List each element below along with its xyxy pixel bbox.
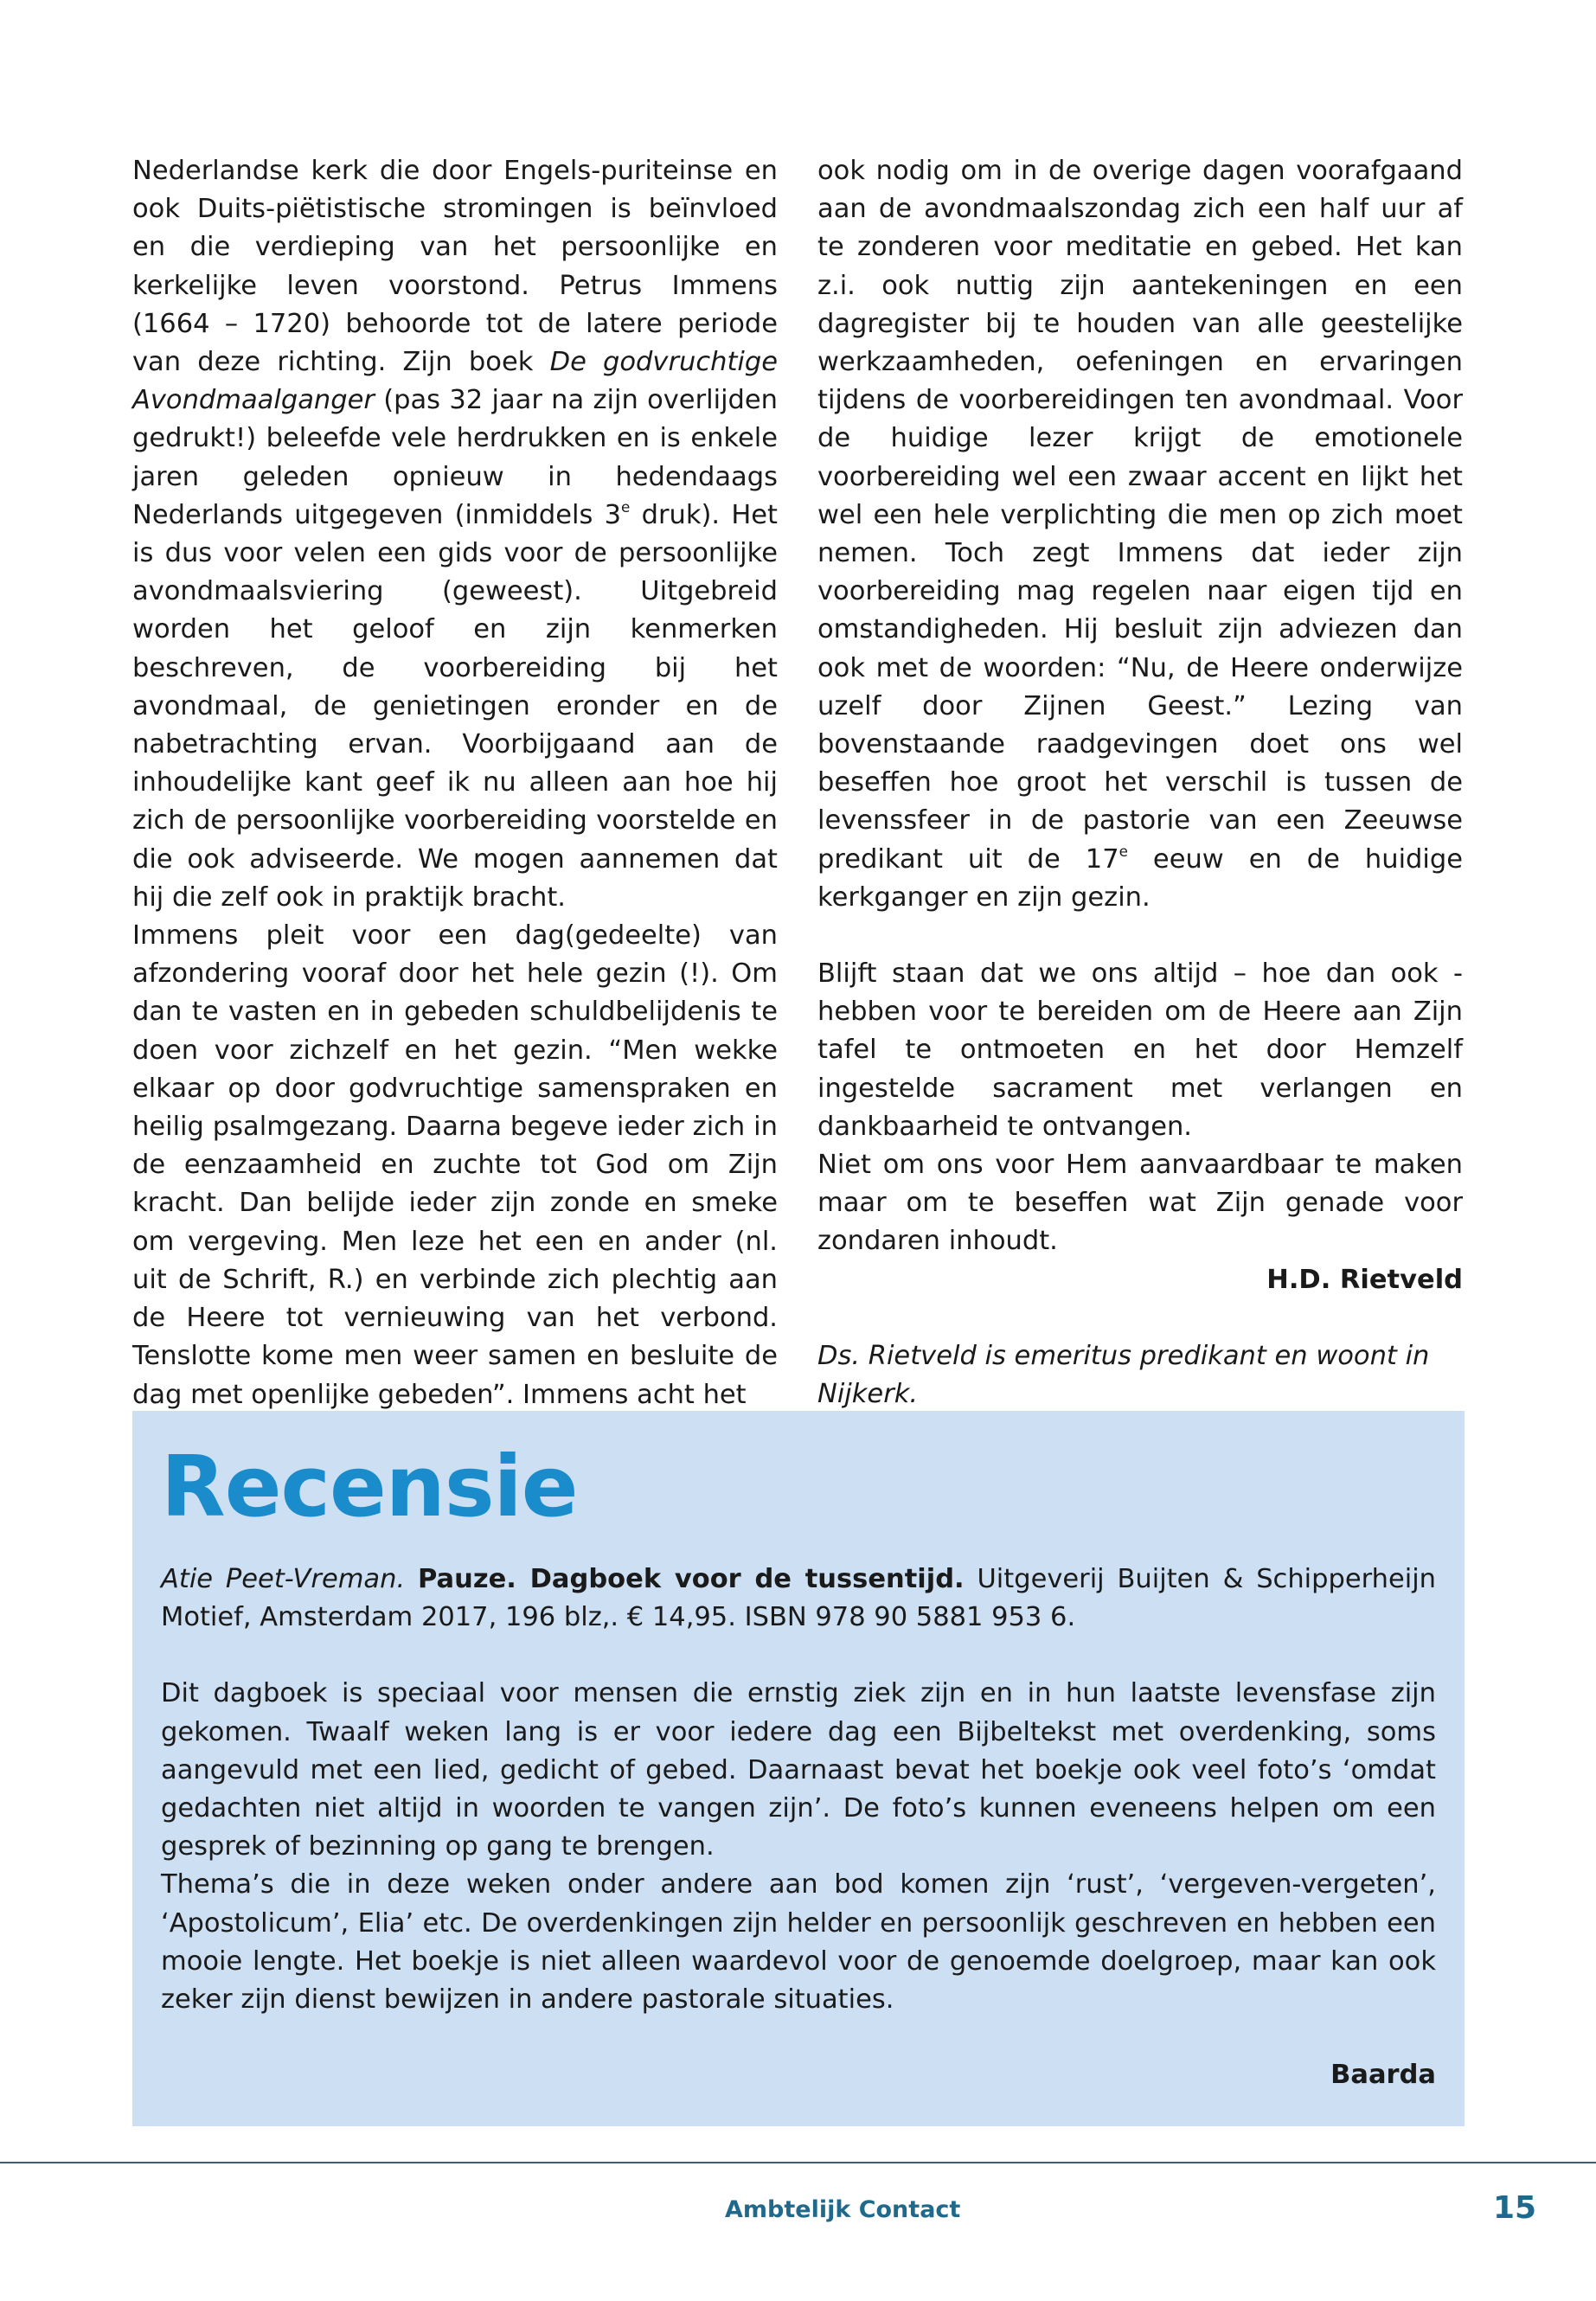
left-column: [132, 152, 778, 1414]
footer-divider: [0, 2162, 1596, 2163]
right-paragraph-2: Blijft staan dat we ons altijd – hoe dan ook - hebben voor te bereiden om de Heere aan Zijn tafel te ontmoeten en het door Hemzelf ingestelde sacrament met verlangen en dankbaarheid te ontvangen.: [817, 958, 1463, 1142]
paragraph-gap: [161, 1637, 1436, 1675]
review-signature: Baarda: [1330, 2060, 1436, 2090]
paragraph-gap: [817, 1299, 1463, 1337]
book-title-italic: De godvruchtige Avondmaalganger: [132, 347, 778, 416]
footer-publication-title: Ambtelijk Contact: [725, 2196, 961, 2223]
article-signature: H.D. Rietveld: [1266, 1264, 1463, 1295]
review-body: [161, 1561, 1436, 2019]
review-paragraph-1: Dit dagboek is speciaal voor mensen die ernstig ziek zijn en in hun laatste levensfase zijn gekomen. Twaalf weken lang is er voor iedere dag een Bijbeltekst met overdenking, soms aangevuld met een lied, gedicht of gebed. Daarnaast bevat het boekje ook veel foto’s ‘omdat gedachten niet altijd in woorden te vangen zijn’. De foto’s kunnen eveneens helpen om een gesprek of bezinning op gang te brengen.: [161, 1678, 1436, 1862]
review-heading: Recensie: [161, 1438, 578, 1535]
review-publication: Uitgeverij Buijten & Schipperheijn Motief, Amsterdam 2017, 196 blz,. € 14,95. ISBN 978 90 5881 953 6.: [161, 1564, 1436, 1633]
left-paragraph-1: Nederlandse kerk die door Engels-puriteinse en ook Duits-piëtistische stromingen is beïnvloed en die verdieping van het persoonlijke en kerkelijke leven voorstond. Petrus Immens (1664 – 1720) behoorde tot de latere periode van deze richting. Zijn boek De godvruchtige Avondmaalganger (pas 32 jaar na zijn overlijden gedrukt!) beleefde vele herdrukken en is enkele jaren geleden opnieuw in hedendaags Nederlands uitgegeven (inmiddels 3e druk). Het is dus voor velen een gids voor de persoonlijke avondmaalsviering (geweest). Uitgebreid worden het geloof en zijn kenmerken beschreven, de voorbereiding bij het avondmaal, de genietingen eronder en de nabetrachting ervan. Voorbijgaand aan de inhoudelijke kant geef ik nu alleen aan hoe hij zich de persoonlijke voorbereiding voorstelde en die ook adviseerde. We mogen aannemen dat hij die zelf ook in praktijk bracht.: [132, 156, 778, 913]
review-book-title: Pauze. Dagboek voor de tussentijd.: [418, 1564, 965, 1594]
superscript: e: [1118, 842, 1128, 860]
right-column: [817, 152, 1463, 1413]
right-paragraph-3: Niet om ons voor Hem aanvaardbaar te maken maar om te beseffen wat Zijn genade voor zondaren inhoudt.: [817, 1150, 1463, 1257]
right-paragraph-1: ook nodig om in de overige dagen voorafgaand aan de avondmaalszondag zich een half uur af te zonderen voor meditatie en gebed. Het kan z.i. ook nuttig zijn aantekeningen en een dagregister bij te houden van alle geestelijke werkzaamheden, oefeningen en ervaringen tijdens de voorbereidingen ten avondmaal. Voor de huidige lezer krijgt de emotionele voorbereiding wel een zwaar accent en lijkt het wel een hele verplichting die men op zich moet nemen. Toch zegt Immens dat ieder zijn voorbereiding mag regelen naar eigen tijd en omstandigheden. Hij besluit zijn adviezen dan ook met de woorden: “Nu, de Heere onderwijze uzelf door Zijnen Geest.” Lezing van bovenstaande raadgevingen doet ons wel beseffen hoe groot het verschil is tussen de levenssfeer in de pastorie van een Zeeuwse predikant uit de 17e eeuw en de huidige kerkganger en zijn gezin.: [817, 156, 1464, 913]
left-paragraph-2: Immens pleit voor een dag(gedeelte) van afzondering vooraf door het hele gezin (!). Om dan te vasten en in gebeden schuldbelijdenis te doen voor zichzelf en het gezin. “Men wekke elkaar op door godvruchtige samenspraken en heilig psalmgezang. Daarna begeve ieder zich in de eenzaamheid en zuchte tot God om Zijn kracht. Dan belijde ieder zijn zonde en smeke om vergeving. Men leze het een en ander (nl. uit de Schrift, R.) en verbinde zich plechtig aan de Heere tot vernieuwing van het verbond. Tenslotte kome men weer samen en besluite de dag met openlijke gebeden”. Immens acht het: [132, 920, 778, 1410]
review-author: Atie Peet-Vreman.: [161, 1564, 406, 1594]
author-note: Ds. Rietveld is emeritus predikant en woont in Nijkerk.: [817, 1340, 1430, 1410]
review-paragraph-2: Thema’s die in deze weken onder andere aan bod komen zijn ‘rust’, ‘vergeven-vergeten’, ‘Apostolicum’, Elia’ etc. De overdenkingen zijn helder en persoonlijk geschreven en hebben een mooie lengte. Het boekje is niet alleen waardevol voor de genoemde doelgroep, maar kan ook zeker zijn dienst bewijzen in andere pastorale situaties.: [161, 1869, 1436, 2016]
review-box: [132, 1411, 1465, 2126]
superscript: e: [621, 498, 631, 516]
page-number: 15: [1493, 2190, 1537, 2226]
paragraph-gap: [817, 917, 1463, 955]
review-citation: [161, 1561, 1436, 1637]
